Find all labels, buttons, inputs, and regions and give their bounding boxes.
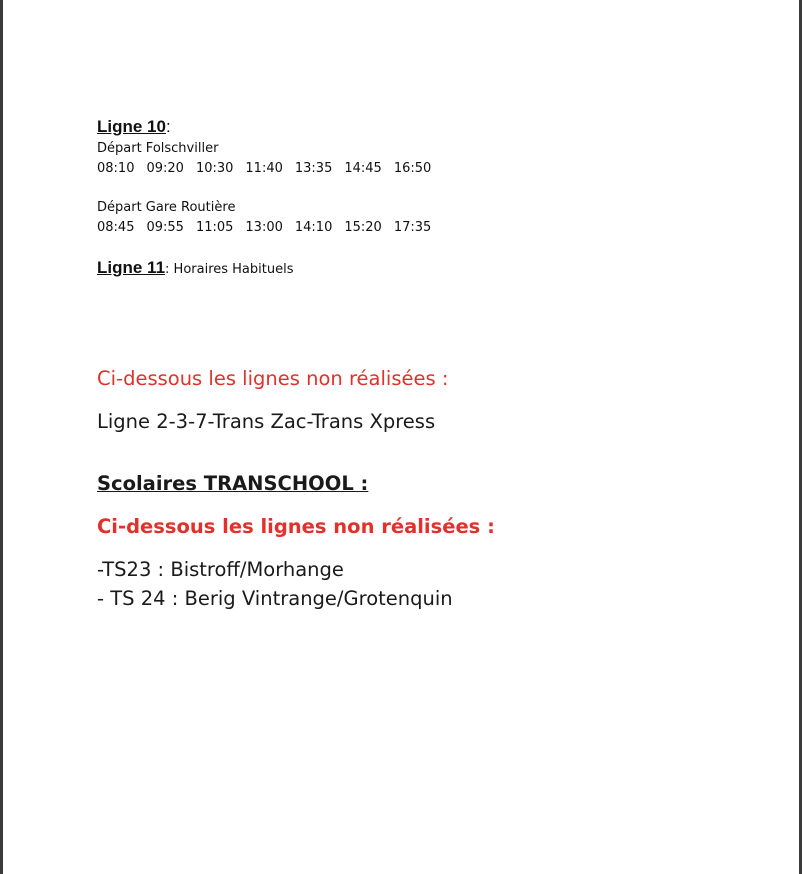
time-slot: 08:45 [97, 220, 135, 235]
ligne-11-horaires: : Horaires Habituels [165, 262, 294, 277]
time-slot: 13:00 [245, 220, 283, 235]
time-slot: 11:40 [245, 161, 283, 176]
ligne-11-title: Ligne 11 [97, 258, 166, 277]
page-edge-left [0, 0, 3, 874]
time-slot: 14:45 [344, 161, 382, 176]
time-slot: 11:05 [195, 220, 234, 235]
depart-gare-routiere-label: Départ Gare Routière [97, 200, 236, 215]
time-slot: 10:30 [195, 161, 234, 176]
non-realisees-lines: Ligne 2-3-7-Trans Zac-Trans Xpress [97, 410, 436, 433]
time-slot: 09:55 [146, 220, 184, 235]
ligne-10-heading [97, 117, 171, 137]
depart-gare-routiere-times [97, 220, 443, 235]
depart-folschviller-label: Départ Folschviller [97, 141, 219, 156]
time-slot: 13:35 [294, 161, 333, 176]
depart-folschviller-times [97, 161, 443, 176]
scolaire-item-ts24: - TS 24 : Berig Vintrange/Grotenquin [97, 587, 453, 610]
scolaires-non-realisees-heading: Ci-dessous les lignes non réalisées : [97, 515, 495, 538]
time-slot: 14:10 [294, 220, 333, 235]
time-slot: 16:50 [393, 161, 432, 176]
ligne-10-colon: : [165, 117, 171, 136]
time-slot: 08:10 [97, 161, 135, 176]
time-slot: 15:20 [344, 220, 382, 235]
non-realisees-heading: Ci-dessous les lignes non réalisées : [97, 367, 449, 390]
time-slot: 09:20 [146, 161, 184, 176]
scolaire-item-ts23: -TS23 : Bistroff/Morhange [97, 558, 344, 581]
scolaires-heading: Scolaires TRANSCHOOL : [97, 472, 369, 495]
ligne-10-title: Ligne 10 [97, 117, 166, 136]
time-slot: 17:35 [393, 220, 432, 235]
ligne-11-heading [97, 258, 293, 278]
